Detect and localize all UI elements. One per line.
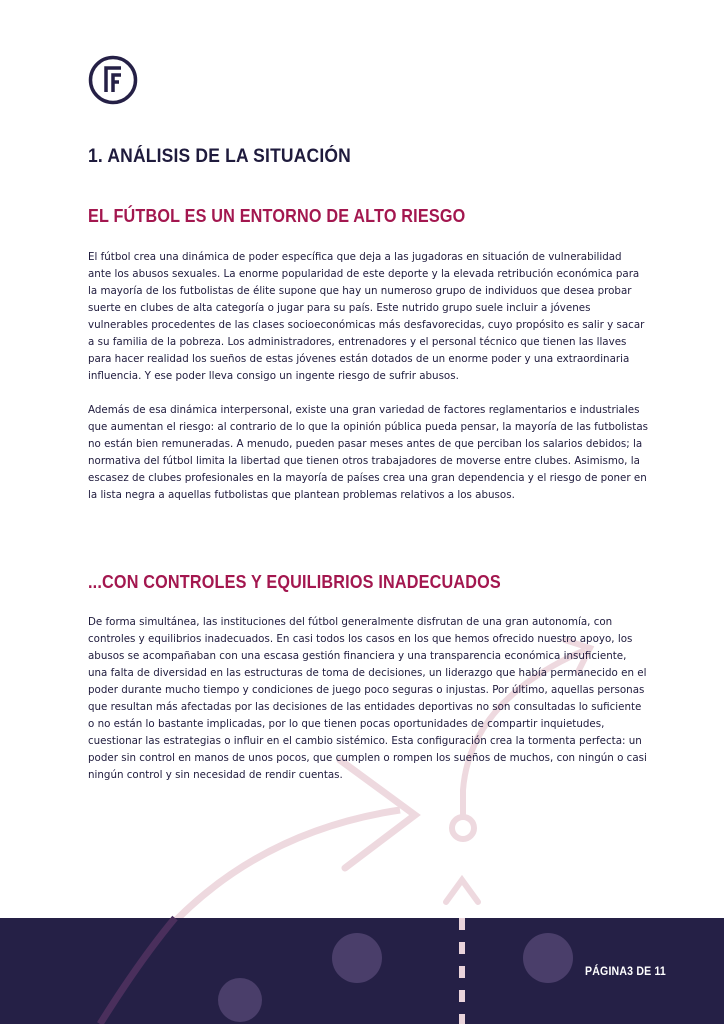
page-title: 1. ANÁLISIS DE LA SITUACIÓN <box>88 146 351 167</box>
paragraph-power-dynamics: El fútbol crea una dinámica de poder específica que deja a las jugadoras en situación de vulnerabilidad ante los abusos sexuales. La enorme popularidad de este deporte y la elevada retribución económica para la mayoría de los futbolistas de élite supone que hay un numeroso grupo de individuos que desea probar suerte en clubes de alta categoría o jugar para su país. Este nutrido grupo suele incluir a jóvenes vulnerables procedentes de las clases socioeconómicas más desfavorecidas, cuyo propósito es salir y sacar a su familia de la pobreza. Los administradores, entrenadores y el personal técnico que tienen las llaves para hacer realidad los sueños de estas jóvenes están dotados de un enorme poder y una extraordinaria influencia. Y ese poder lleva consigo un ingente riesgo de sufrir abusos. <box>88 251 645 382</box>
fifpro-f-logo-icon <box>88 55 138 105</box>
section-heading-high-risk: EL FÚTBOL ES UN ENTORNO DE ALTO RIESGO <box>88 206 466 226</box>
paragraph-institutions: De forma simultánea, las instituciones del fútbol generalmente disfrutan de una gran autonomía, con controles y equilibrios inadecuados. En casi todos los casos en los que hemos ofrecido nuestro apoyo, los abusos se acompañaban con una escasa gestión financiera y una transparencia económica insuficiente, una falta de diversidad en las estructuras de toma de decisiones, un liderazgo que había permanecido en el poder durante mucho tiempo y condiciones de juego poco seguras o injustas. Por último, aquellas personas que resultan más afectadas por las decisiones de las entidades deportivas no son consultadas lo suficiente o no están lo bastante implicadas, por lo que tienen pocas oportunidades de compartir inquietudes, cuestionar las estrategias o influir en el cambio sistémico. Esta configuración crea la tormenta perfecta: un poder sin control en manos de unos pocos, que cumplen o rompen los sueños de muchos, con ningún o casi ningún control y sin necesidad de rendir cuentas. <box>88 616 647 781</box>
decor-arrow-up <box>446 880 478 902</box>
decor-node-circle <box>452 817 474 839</box>
section-heading-checks-balances: ...CON CONTROLES Y EQUILIBRIOS INADECUADOS <box>88 572 501 592</box>
paragraph-regulatory-factors: Además de esa dinámica interpersonal, existe una gran variedad de factores reglamentarios e industriales que aumentan el riesgo: al contrario de lo que la opinión pública pueda pensar, la mayoría de las futbolistas no están bien remuneradas. A menudo, pueden pasar meses antes de que perciban los salarios debidos; la normativa del fútbol limita la libertad que tienen otros trabajadores de moverse entre clubes. Asimismo, la escasez de clubes profesionales en la mayoría de países crea una gran dependencia y el riesgo de poner en la lista negra a aquellas futbolistas que plantean problemas relativos a los abusos. <box>88 404 648 501</box>
page-number: PÁGINA3 DE 11 <box>585 964 666 978</box>
